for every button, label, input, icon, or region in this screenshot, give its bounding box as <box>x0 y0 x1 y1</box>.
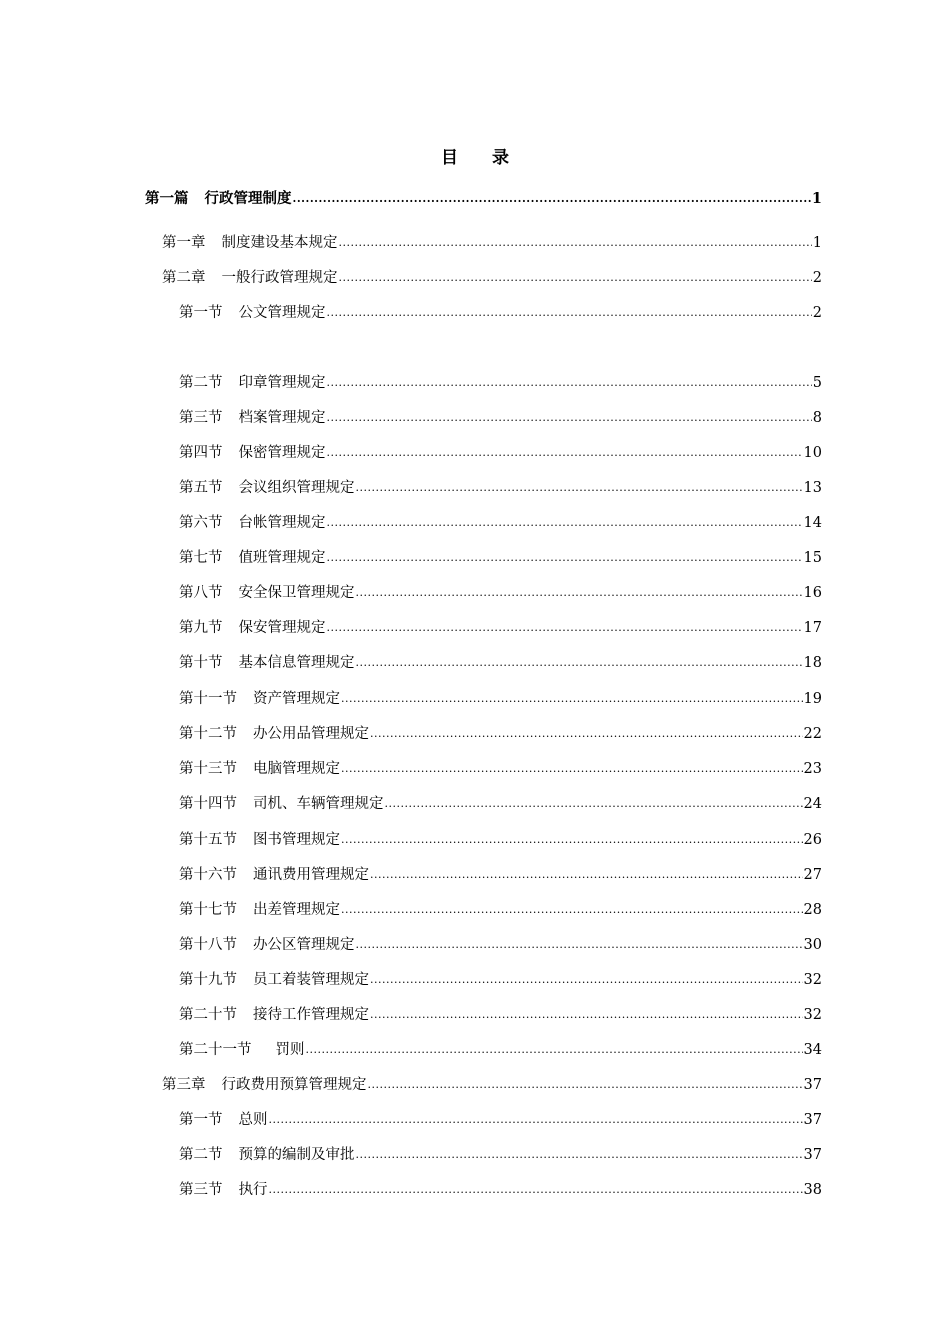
toc-entry-text: 档案管理规定 <box>238 410 326 426</box>
toc-entry-label <box>179 1144 355 1166</box>
toc-page-number: 5 <box>812 375 822 391</box>
toc-dot-leader <box>356 582 803 604</box>
toc-page-number: 27 <box>803 867 822 883</box>
toc-entry-text: 保安管理规定 <box>238 620 326 636</box>
toc-entry[interactable] <box>179 1179 822 1201</box>
toc-entry[interactable] <box>162 1074 822 1096</box>
toc-dot-leader <box>327 372 812 394</box>
toc-entry[interactable] <box>179 512 822 534</box>
toc-entry-text: 执行 <box>238 1182 268 1198</box>
toc-entry-label <box>162 232 338 254</box>
toc-entry-number: 第八节 <box>179 585 223 601</box>
toc-page-number: 2 <box>812 305 822 321</box>
toc-entry-label <box>179 372 326 394</box>
toc-entry-text: 罚则 <box>275 1042 305 1058</box>
toc-page-number: 22 <box>803 726 822 742</box>
toc-entry-label <box>179 582 355 604</box>
toc-entry-label <box>179 1179 268 1201</box>
toc-dot-leader <box>370 864 803 886</box>
toc-page-number: 34 <box>803 1042 822 1058</box>
toc-entry-label <box>179 442 326 464</box>
toc-dot-leader <box>339 232 812 254</box>
toc-entry-label <box>179 617 326 639</box>
toc-dot-leader <box>327 407 812 429</box>
toc-entry-label <box>179 1109 268 1131</box>
toc-entry-text: 司机、车辆管理规定 <box>253 796 384 812</box>
toc-entry-number: 第一节 <box>179 1112 223 1128</box>
toc-entry-label <box>179 723 369 745</box>
toc-entry[interactable] <box>179 372 822 394</box>
toc-entry-label <box>162 1074 367 1096</box>
toc-entry-number: 第五节 <box>179 480 223 496</box>
toc-entry-number: 第十四节 <box>179 796 237 812</box>
toc-page-number: 23 <box>803 761 822 777</box>
toc-dot-leader <box>370 969 803 991</box>
toc-dot-leader <box>370 723 803 745</box>
toc-entry-label <box>179 302 326 324</box>
toc-entry-label <box>179 477 355 499</box>
toc-entry[interactable] <box>179 477 822 499</box>
toc-page-number: 37 <box>803 1077 822 1093</box>
toc-entry-number: 第十五节 <box>179 832 237 848</box>
toc-dot-leader <box>306 1039 803 1061</box>
toc-entry[interactable] <box>179 1039 822 1061</box>
toc-page-number: 15 <box>803 550 822 566</box>
toc-entry-number: 第十七节 <box>179 902 237 918</box>
toc-entry[interactable] <box>162 232 822 254</box>
toc-dot-leader <box>356 652 803 674</box>
toc-entry-number: 第一章 <box>162 235 206 251</box>
toc-entry-label <box>145 188 292 210</box>
toc-dot-leader <box>327 547 803 569</box>
toc-entry-text: 资产管理规定 <box>253 691 340 707</box>
toc-entry[interactable] <box>145 188 822 210</box>
toc-dot-leader <box>341 688 803 710</box>
toc-entry[interactable] <box>179 758 822 780</box>
toc-entry[interactable] <box>179 829 822 851</box>
toc-dot-leader <box>293 188 811 210</box>
toc-entry-label <box>179 652 355 674</box>
toc-dot-leader <box>327 302 812 324</box>
toc-page-number: 28 <box>803 902 822 918</box>
toc-entry[interactable] <box>179 864 822 886</box>
toc-page-number: 14 <box>803 515 822 531</box>
toc-entry-text: 预算的编制及审批 <box>238 1147 355 1163</box>
toc-entry-number: 第一节 <box>179 305 223 321</box>
toc-entry-label <box>179 793 384 815</box>
toc-entry-text: 员工着装管理规定 <box>253 972 369 988</box>
toc-dot-leader <box>341 758 803 780</box>
toc-entry-label <box>179 512 326 534</box>
toc-entry-text: 接待工作管理规定 <box>253 1007 369 1023</box>
toc-entry[interactable] <box>179 723 822 745</box>
toc-entry-text: 印章管理规定 <box>238 375 326 391</box>
toc-page-number: 1 <box>811 190 822 207</box>
toc-page-number: 18 <box>803 655 822 671</box>
toc-entry-number: 第二节 <box>179 375 223 391</box>
toc-entry[interactable] <box>179 652 822 674</box>
toc-page-number: 16 <box>803 585 822 601</box>
toc-entry-text: 图书管理规定 <box>253 832 340 848</box>
toc-entry-label <box>179 864 369 886</box>
toc-entry-number: 第一篇 <box>145 190 189 207</box>
toc-entry-text: 行政费用预算管理规定 <box>221 1077 367 1093</box>
toc-entry-text: 通讯费用管理规定 <box>253 867 369 883</box>
toc-entry-text: 会议组织管理规定 <box>238 480 355 496</box>
toc-entry-label <box>179 407 326 429</box>
toc-entry-text: 安全保卫管理规定 <box>238 585 355 601</box>
toc-entry-number: 第二章 <box>162 270 206 286</box>
toc-page-number: 32 <box>803 972 822 988</box>
toc-page-number: 10 <box>803 445 822 461</box>
toc-title-right: 录 <box>492 148 509 168</box>
toc-entry[interactable] <box>179 899 822 921</box>
toc-entry[interactable] <box>179 302 822 324</box>
toc-entry-number: 第四节 <box>179 445 223 461</box>
toc-entry-number: 第三节 <box>179 410 223 426</box>
toc-entry-number: 第九节 <box>179 620 223 636</box>
toc-page-number: 1 <box>812 235 822 251</box>
toc-page-number: 19 <box>803 691 822 707</box>
toc-dot-leader <box>370 1004 803 1026</box>
toc-entry-number: 第十九节 <box>179 972 237 988</box>
toc-entry-label <box>179 547 326 569</box>
toc-entry-text: 总则 <box>238 1112 268 1128</box>
toc-page-number: 8 <box>812 410 822 426</box>
toc-entry-label <box>179 969 369 991</box>
toc-entry-text: 电脑管理规定 <box>253 761 340 777</box>
toc-entry[interactable] <box>179 934 822 956</box>
toc-page-number: 17 <box>803 620 822 636</box>
toc-entry[interactable] <box>162 267 822 289</box>
toc-page-number: 38 <box>803 1182 822 1198</box>
toc-dot-leader <box>356 1144 803 1166</box>
toc-entry-text: 出差管理规定 <box>253 902 340 918</box>
toc-entry-label <box>179 1004 369 1026</box>
toc-dot-leader <box>269 1109 803 1131</box>
toc-entry-text: 一般行政管理规定 <box>221 270 338 286</box>
toc-dot-leader <box>341 829 803 851</box>
toc-entry[interactable] <box>179 617 822 639</box>
toc-entry-text: 保密管理规定 <box>238 445 326 461</box>
toc-entry[interactable] <box>179 547 822 569</box>
toc-entry[interactable] <box>179 582 822 604</box>
toc-dot-leader <box>339 267 812 289</box>
toc-page-number: 37 <box>803 1147 822 1163</box>
toc-dot-leader <box>269 1179 803 1201</box>
toc-page-number: 30 <box>803 937 822 953</box>
toc-entry-text: 值班管理规定 <box>238 550 326 566</box>
toc-entry[interactable] <box>179 442 822 464</box>
toc-entry-number: 第十六节 <box>179 867 237 883</box>
toc-entry[interactable] <box>179 1144 822 1166</box>
toc-dot-leader <box>356 477 803 499</box>
toc-entry-label <box>179 829 340 851</box>
toc-dot-leader <box>368 1074 803 1096</box>
toc-entry-number: 第十二节 <box>179 726 237 742</box>
toc-entry-label <box>179 1039 305 1061</box>
toc-dot-leader <box>327 442 803 464</box>
toc-entry[interactable] <box>179 793 822 815</box>
toc-entry-label <box>179 899 340 921</box>
toc-page-number: 13 <box>803 480 822 496</box>
toc-entry-text: 公文管理规定 <box>238 305 326 321</box>
toc-entry-label <box>179 758 340 780</box>
toc-entry-number: 第二节 <box>179 1147 223 1163</box>
toc-dot-leader <box>385 793 803 815</box>
toc-entry[interactable] <box>179 969 822 991</box>
toc-entry-label <box>179 688 340 710</box>
toc-page-number: 37 <box>803 1112 822 1128</box>
toc-entry-text: 基本信息管理规定 <box>238 655 355 671</box>
toc-entry-text: 办公区管理规定 <box>253 937 355 953</box>
toc-page-number: 32 <box>803 1007 822 1023</box>
toc-entry-label <box>162 267 338 289</box>
toc-entry-text: 台帐管理规定 <box>238 515 326 531</box>
toc-title-left: 目 <box>441 148 458 168</box>
toc-page-number: 2 <box>812 270 822 286</box>
toc-entry-number: 第十三节 <box>179 761 237 777</box>
toc-page-number: 24 <box>803 796 822 812</box>
toc-entry[interactable] <box>179 688 822 710</box>
toc-page-number: 26 <box>803 832 822 848</box>
toc-entry-number: 第十八节 <box>179 937 237 953</box>
toc-entry-number: 第十节 <box>179 655 223 671</box>
toc-entry[interactable] <box>179 1004 822 1026</box>
toc-entry-number: 第六节 <box>179 515 223 531</box>
toc-entry-text: 行政管理制度 <box>204 190 292 207</box>
toc-entry[interactable] <box>179 1109 822 1131</box>
toc-entry-number: 第二十一节 <box>179 1042 252 1058</box>
toc-entry-text: 制度建设基本规定 <box>221 235 338 251</box>
toc-entry[interactable] <box>179 407 822 429</box>
toc-entry-number: 第三节 <box>179 1182 223 1198</box>
toc-dot-leader <box>327 617 803 639</box>
toc-entry-number: 第二十节 <box>179 1007 237 1023</box>
toc-entry-number: 第十一节 <box>179 691 237 707</box>
toc-entry-number: 第三章 <box>162 1077 206 1093</box>
toc-dot-leader <box>341 899 803 921</box>
toc-dot-leader <box>327 512 803 534</box>
toc-entry-text: 办公用品管理规定 <box>253 726 369 742</box>
toc-dot-leader <box>356 934 803 956</box>
toc-entry-label <box>179 934 355 956</box>
toc-entry-number: 第七节 <box>179 550 223 566</box>
